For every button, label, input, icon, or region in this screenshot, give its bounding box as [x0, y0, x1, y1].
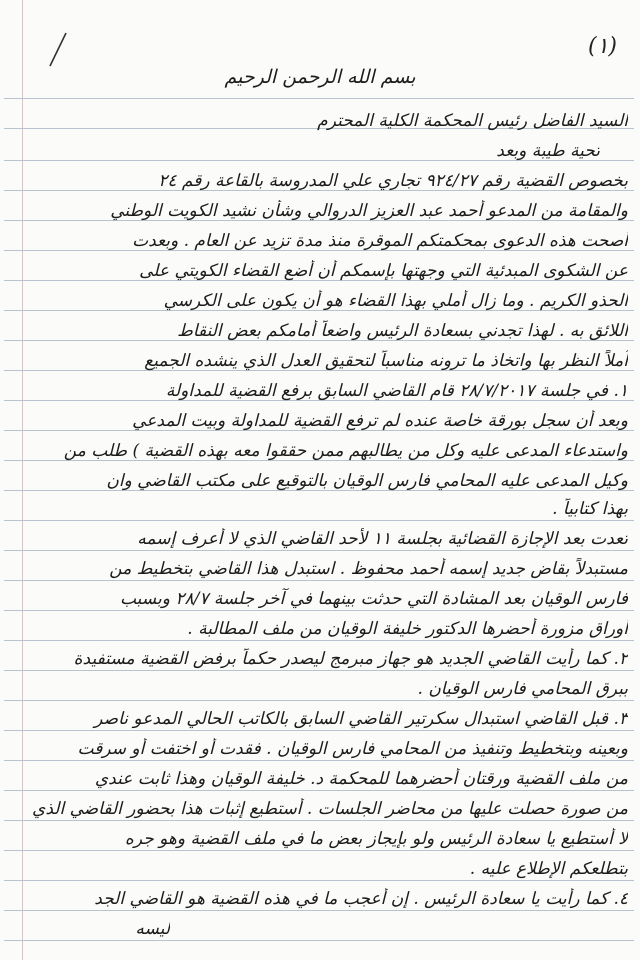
letter-body-line: ١. في جلسة ٢٨/٧/٢٠١٧ قام القاضي السابق برفع القضية للمداولة: [165, 381, 628, 401]
ruled-line: [4, 520, 634, 521]
ruled-line: [4, 820, 634, 821]
ruled-line: [4, 850, 634, 851]
letter-body-line: أصحت هذه الدعوى بمحكمتكم الموقرة منذ مدة تزيد عن العام . وبعدت: [132, 231, 628, 251]
letter-body-line: الحذو الكريم . وما زال أملي بهذا القضاء هو أن يكون على الكرسي: [163, 291, 628, 311]
ruled-line: [4, 98, 634, 99]
salutation-line: السيد الفاضل رئيس المحكمة الكلية المحترم: [317, 111, 628, 131]
letter-body-line: فارس الوقيان بعد المشادة التي حدثت بينهما في آخر جلسة ٢٨/٧ وبسبب: [119, 589, 628, 609]
letter-body-line: أوراق مزورة أحضرها الدكتور خليفة الوقيان من ملف المطالبة .: [187, 619, 628, 639]
letter-body-line: بتطلعكم الإطلاع عليه .: [469, 859, 628, 879]
letter-body-line: من ملف القضية ورقتان أحضرهما للمحكمة د. خليفة الوقيان وهذا ثابت عندي: [94, 769, 628, 789]
letter-body-line: آملاً النظر بها واتخاذ ما ترونه مناسباً لتحقيق العدل الذي ينشده الجميع: [144, 351, 628, 371]
greeting-line: تحية طيبة وبعد: [496, 141, 600, 161]
letter-body-line: اللائق به . لهذا تجدني بسعادة الرئيس واضعاً أمامكم بعض النقاط: [177, 321, 628, 341]
letter-body-line: تعدت بعد الإجازة القضائية بجلسة ١١ لأحد القاضي الذي لا أعرف إسمه: [137, 529, 628, 549]
letter-body-line: ٤. كما رأيت يا سعادة الرئيس . إن أعجب ما في هذه القضية هو القاضي الجد: [94, 889, 628, 909]
letter-body-line: وبعينه وبتخطيط وتنفيذ من المحامي فارس الوقيان . فقدت أو اختفت أو سرقت: [77, 739, 628, 759]
ruled-line: [4, 730, 634, 731]
letter-body-line: ببرق المحامي فارس الوقيان .: [417, 679, 628, 699]
letter-body-line: ليسه: [135, 919, 170, 939]
letter-body-line: بهذا كتابياً .: [552, 499, 628, 519]
letter-body-line: وكيل المدعى عليه المحامي فارس الوقيان بالتوقيع على مكتب القاضي وان: [106, 471, 628, 491]
ruled-line: [4, 910, 634, 911]
letter-body-line: لا أستطيع يا سعادة الرئيس ولو بإيجاز بعض ما في ملف القضية وهو جره: [124, 829, 628, 849]
basmala-heading: بسم الله الرحمن الرحيم: [224, 66, 416, 88]
page-number: (١): [588, 34, 618, 59]
letter-body-line: ٣. قبل القاضي استبدال سكرتير القاضي السابق بالكاتب الحالي المدعو ناصر: [94, 709, 628, 729]
ruled-line: [4, 790, 634, 791]
letter-body-line: وبعد أن سجل بورقة خاصة عنده لم ترفع القضية للمداولة وبيت المدعي: [132, 411, 628, 431]
letter-body-line: مستبدلاً بقاضٍ جديد إسمه أحمد محفوظ . استبدل هذا القاضي بتخطيط من: [109, 559, 628, 579]
ruled-line: [4, 760, 634, 761]
ruled-line: [4, 610, 634, 611]
pen-stroke-mark: [46, 30, 70, 70]
ruled-line: [4, 640, 634, 641]
letter-body-line: من صورة حصلت عليها من محاضر الجلسات . أستطيع إثبات هذا بحضور القاضي الذي: [32, 799, 628, 819]
letter-body-line: عن الشكوى المبدئية التي وجهتها بإسمكم أن أضع القضاء الكويتي على: [139, 261, 628, 281]
letter-body-line: واستدعاء المدعى عليه وكل من يطالبهم ممن حققوا معه بهذه القضية ) طلب من: [63, 441, 628, 461]
ruled-line: [4, 670, 634, 671]
ruled-line: [4, 580, 634, 581]
ruled-line: [4, 550, 634, 551]
ruled-line: [4, 700, 634, 701]
ruled-line: [4, 940, 634, 941]
letter-body-line: ٢. كما رأيت القاضي الجديد هو جهاز مبرمج ليصدر حكماً برفض القضية مستفيدة: [73, 649, 628, 669]
ruled-line: [4, 880, 634, 881]
letter-body-line: والمقامة من المدعو أحمد عبد العزيز الدروالي وشأن نشيد الكويت الوطني: [110, 201, 628, 221]
letter-body-line: بخصوص القضية رقم ٩٢٤/٢٧ تجاري علي المدروسة بالقاعة رقم ٢٤: [158, 171, 628, 191]
